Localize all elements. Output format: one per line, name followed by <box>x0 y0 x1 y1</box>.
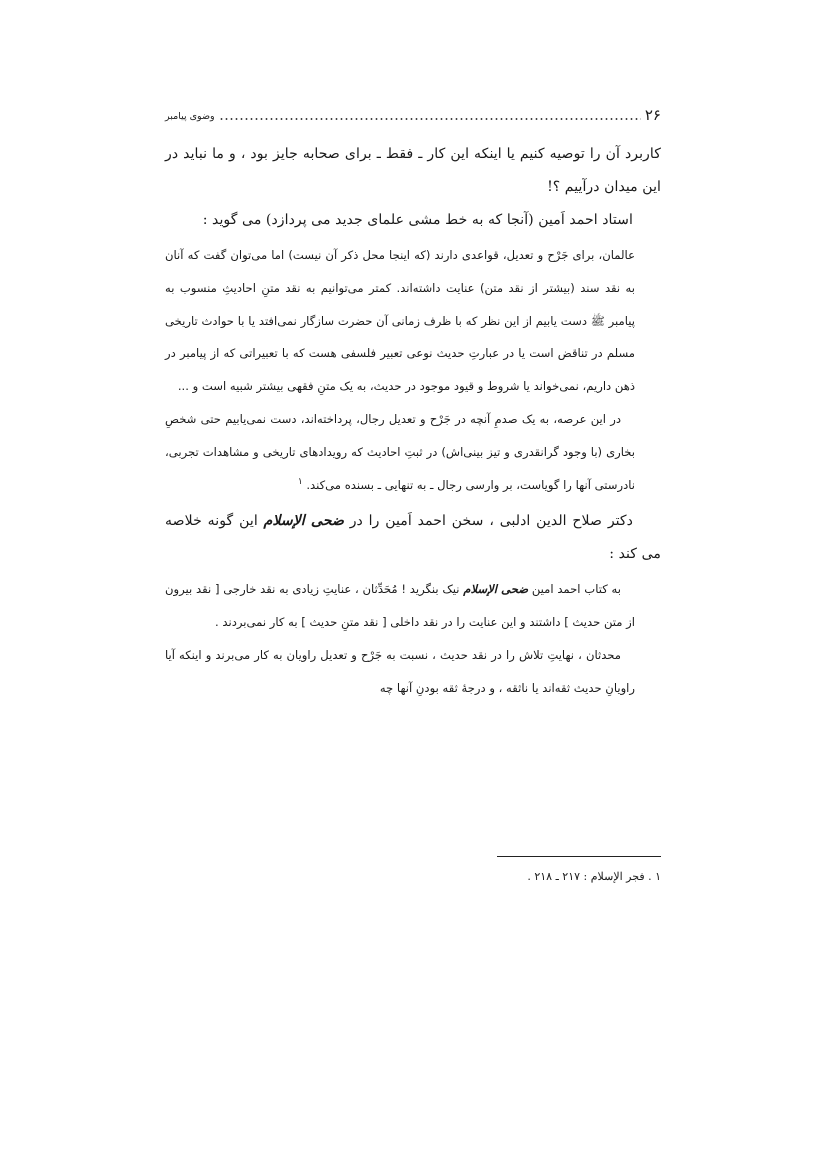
paragraph-3-part-a: دکتر صلاح الدین ادلبی ، سخن احمد اَمین را در <box>343 513 633 530</box>
quote-paragraph-1: عالمان، برای جَرْح و تعدیل، قواعدی دارند (که اینجا محل ذکر آن نیست) اما می‌توان گفت که آنان به نقد سند (بیشتر از نقد متن) عنایت داشته‌اند. کمتر می‌توانیم به نقد متنِ احادیثِ منسوب به پیامبر ﷺ دست یابیم از این نظر که با ظرف زمانی آن حضرت سازگار نمی‌افتد یا با حوادث تاریخی مسلم در تناقض است یا در عبارتِ حدیث نوعی تعبیر فلسفی هست که با تعبیراتی که از پیامبر در ذهن داریم، نمی‌خواند یا شروط و قیود موجود در حدیث، به یک متنِ فقهی بیشتر شبیه است و ... <box>165 248 635 394</box>
paragraph-3-part-b: این گونه خلاصه می کند : <box>165 513 661 563</box>
quote-paragraph-2 <box>165 403 661 501</box>
paragraph-3 <box>165 505 661 571</box>
quote-paragraph-3-part-b: نیک بنگرید ! مُحَدِّثان ، عنایتِ زیادی به نقد خارجی [ نقد بیرون از متن حدیث ] داشتند و این عنایت را در نقد داخلی [ نقد متنِ حدیث ] به کار نمی‌بردند . <box>165 582 635 630</box>
header-dotted-leader <box>219 118 641 120</box>
footnote-reference[interactable]: ۱ <box>297 476 303 487</box>
paragraph-1: کاربرد آن را توصیه کنیم یا اینکه این کار ـ فقط ـ برای صحابه جایز بود ، و ما نباید در این میدان درآییم ؟! <box>165 146 661 195</box>
main-text <box>165 138 661 709</box>
page-number: ۲۶ <box>644 106 661 124</box>
quote-book-title: ضحی الإسلام <box>463 582 529 597</box>
quote-paragraph-2-text: در این عرصه، به یک صدمِ آنچه در جَرْح و تعدیل رجال، پرداخته‌اند، دست نمی‌یابیم حتی شخصِ بخاری (با وجود گرانقدری و تیز بینی‌اش) در ثبتِ احادیث که رویدادهای تاریخی و مشاهدات تجربی، نادرستی آنها را گویاست، بر وارسی رجال ـ به تنهایی ـ بسنده می‌کند. <box>165 411 635 492</box>
quotation-block-1 <box>165 239 661 501</box>
running-title: وضوی پیامبر <box>165 111 215 122</box>
quote-paragraph-3 <box>165 573 661 639</box>
footnote: ۱ . فجر الإسلام : ۲۱۷ ـ ۲۱۸ . <box>527 870 661 883</box>
running-header <box>165 104 661 124</box>
footnote-separator <box>497 856 661 857</box>
paragraph-2: استاد احمد اَمین (آنجا که به خط مشی علمای جدید می پردازد) می گوید : <box>202 212 633 228</box>
book-title: ضحی الإسلام <box>263 513 344 530</box>
quote-paragraph-4: محدثان ، نهایتِ تلاش را در نقد حدیث ، نسبت به جَرْح و تعدیل راویان به کار می‌برند و اینکه آیا راویانِ حدیث ثقه‌اند یا ناثقه ، و درجهٔ ثقه بودنِ آنها چه <box>165 647 635 695</box>
quote-paragraph-3-part-a: به کتاب احمد امین <box>528 582 621 597</box>
quotation-block-2 <box>165 573 661 704</box>
